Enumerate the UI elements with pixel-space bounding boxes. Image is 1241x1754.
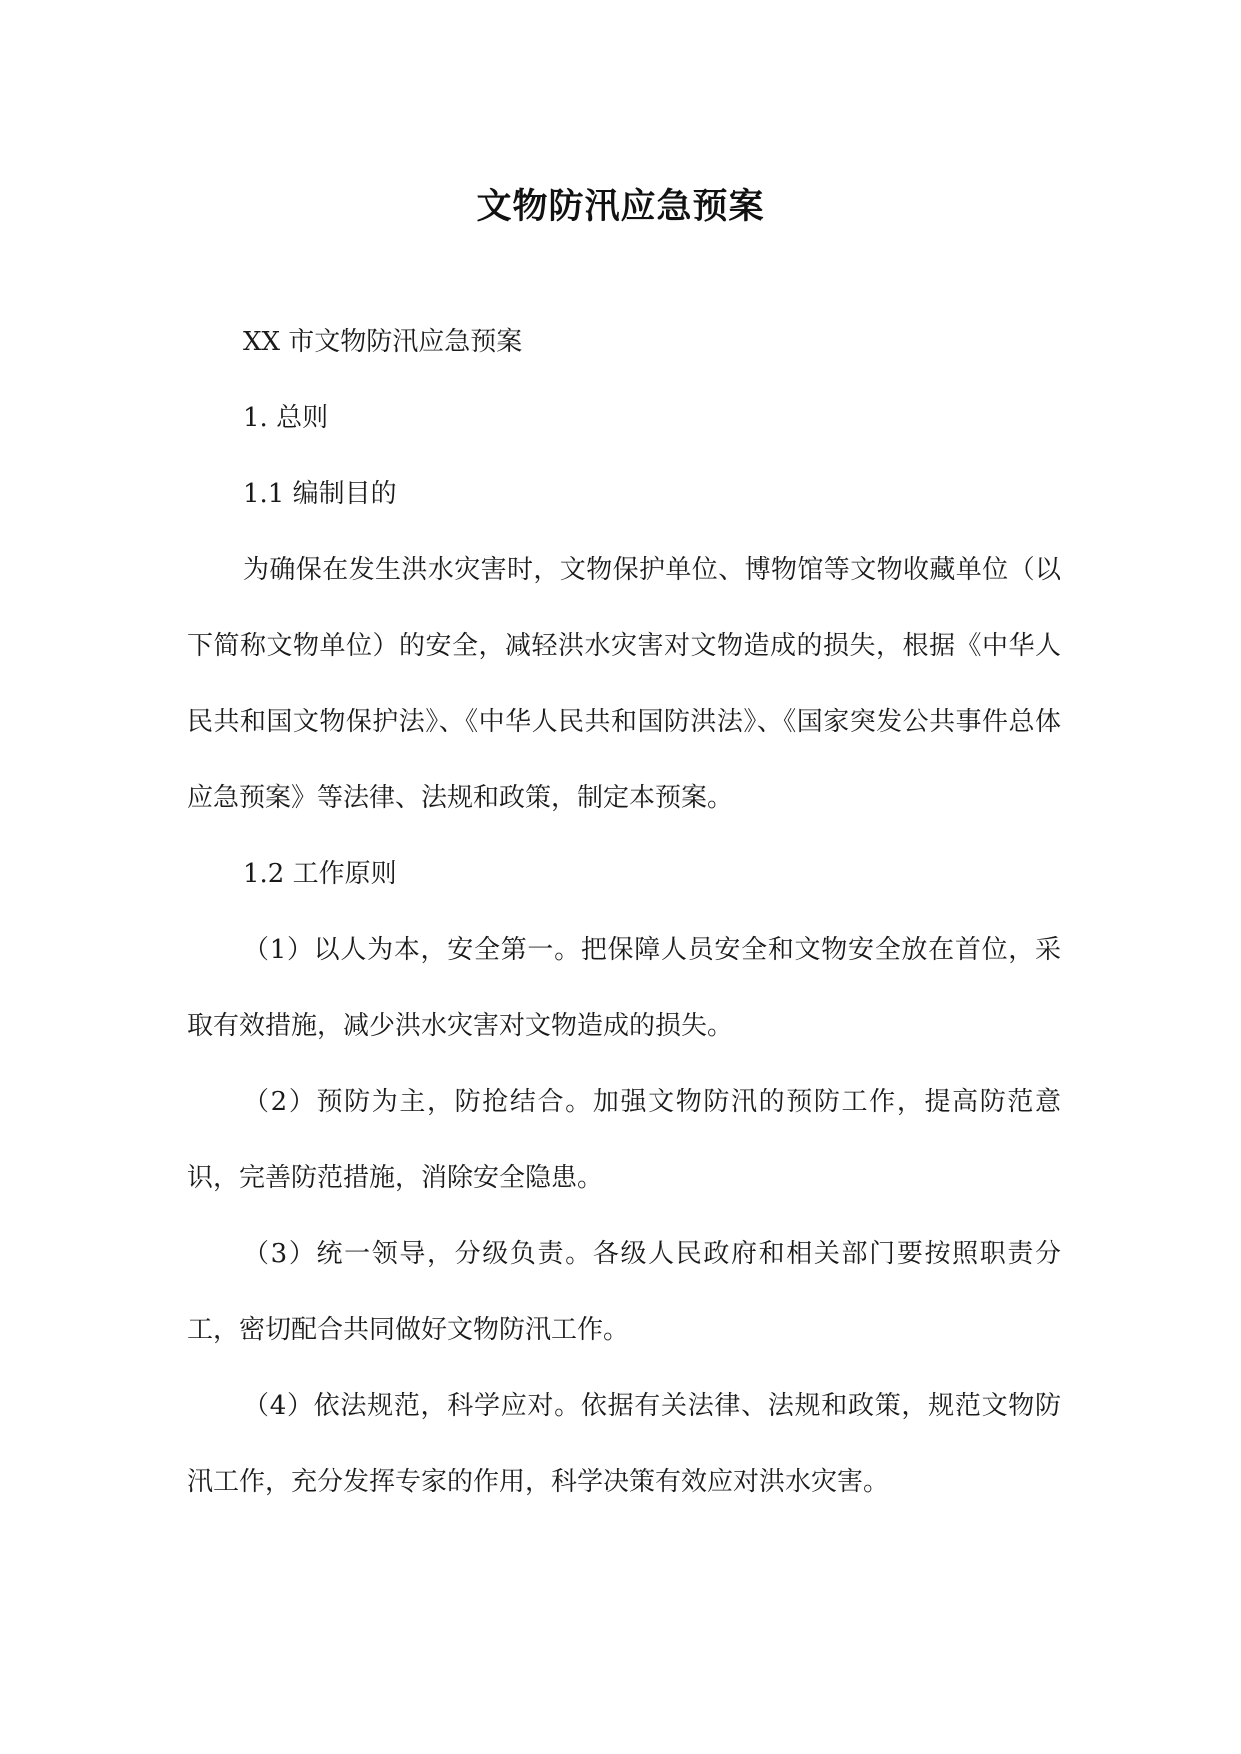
paragraph-purpose: 为确保在发生洪水灾害时，文物保护单位、博物馆等文物收藏单位（以下简称文物单位）的安全，减轻洪水灾害对文物造成的损失，根据《中华人民共和国文物保护法》、《中华人民共和国防洪法》、《国家突发公共事件总体应急预案》等法律、法规和政策，制定本预案。 <box>187 555 1061 813</box>
subsection-heading-purpose: 1.1 编制目的 <box>243 479 397 509</box>
heading-city-plan: XX 市文物防汛应急预案 <box>243 327 523 357</box>
document-title: 文物防汛应急预案 <box>476 186 765 227</box>
paragraph-principle-4: （4）依法规范，科学应对。依据有关法律、法规和政策，规范文物防汛工作，充分发挥专家的作用，科学决策有效应对洪水灾害。 <box>187 1391 1061 1497</box>
paragraph-principle-1: （1）以人为本，安全第一。把保障人员安全和文物安全放在首位，采取有效措施，减少洪水灾害对文物造成的损失。 <box>187 935 1061 1041</box>
document-body <box>187 304 1061 1520</box>
subsection-heading-principles: 1.2 工作原则 <box>243 859 397 889</box>
section-heading-general: 1. 总则 <box>243 403 329 433</box>
paragraph-principle-2: （2）预防为主，防抢结合。加强文物防汛的预防工作，提高防范意识，完善防范措施，消除安全隐患。 <box>187 1087 1061 1193</box>
paragraph-principle-3: （3）统一领导，分级负责。各级人民政府和相关部门要按照职责分工，密切配合共同做好文物防汛工作。 <box>187 1239 1061 1345</box>
